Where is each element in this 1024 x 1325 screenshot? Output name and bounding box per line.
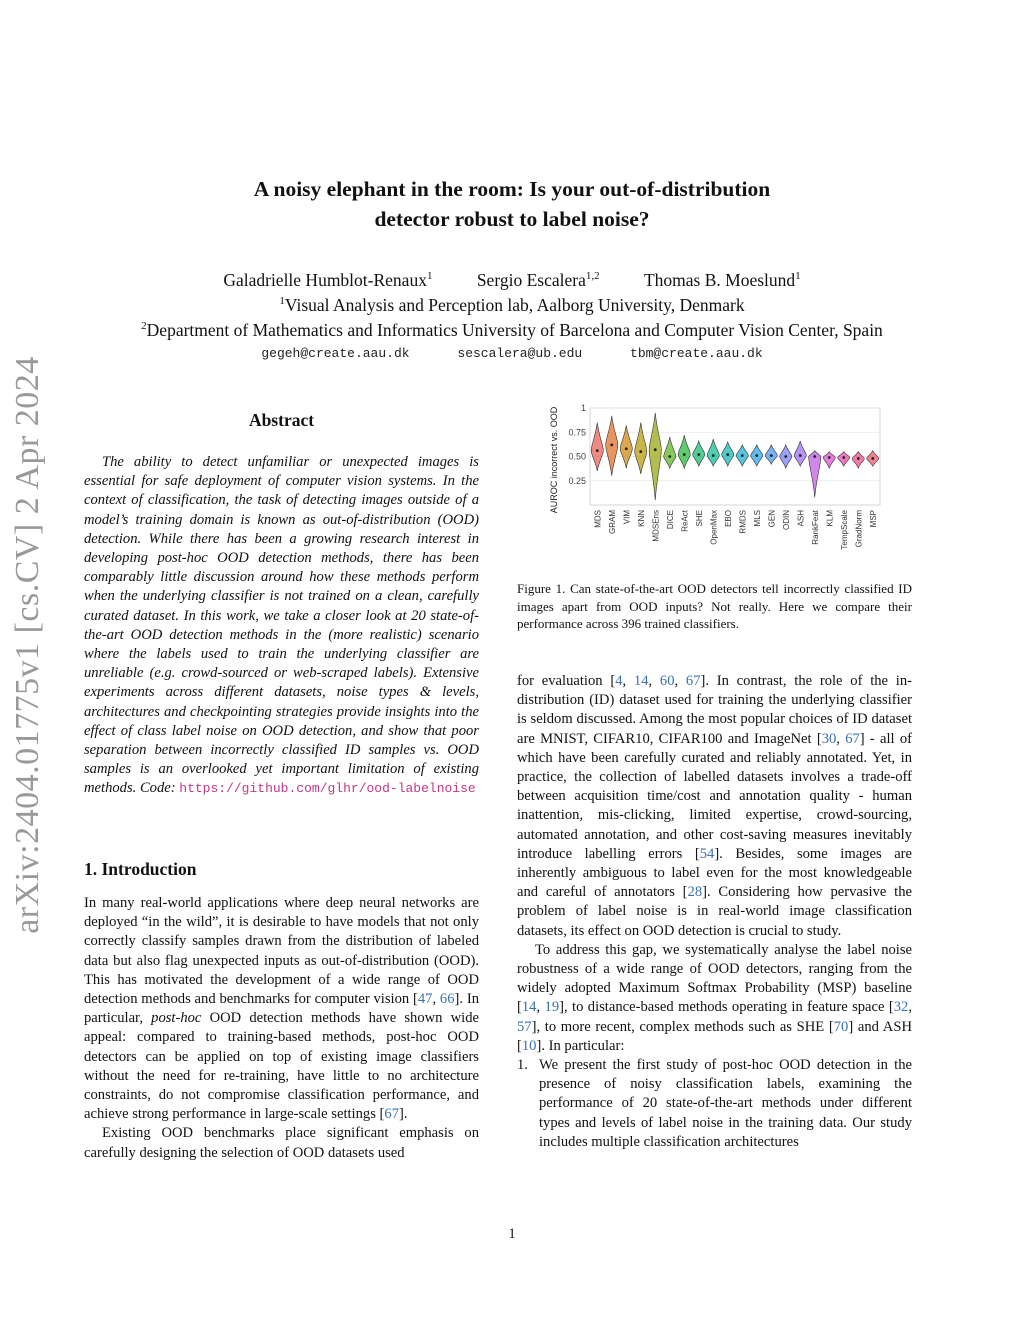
paper-title: A noisy elephant in the room: Is your out-of-distribution detector robust to label noise? (253, 177, 771, 231)
email[interactable]: tbm@create.aau.dk (630, 346, 763, 361)
abstract-heading: Abstract (248, 410, 315, 430)
x-tick-label: GradNorm (854, 510, 864, 548)
section-heading: 1. Introduction (84, 859, 197, 879)
author: Thomas B. Moeslund$^1$ (643, 270, 801, 290)
citation-link[interactable]: 66 (439, 991, 455, 1008)
citation-link[interactable]: 60 (659, 673, 675, 689)
x-tick-label: SHE (694, 510, 704, 527)
citation-link[interactable]: 19 (544, 999, 560, 1016)
median-point (871, 457, 874, 460)
arxiv-identifier: arXiv:2404.01775v1 [cs.CV] 2 Apr 2024 (9, 356, 46, 934)
median-point (610, 443, 613, 446)
x-tick-label: ODIN (781, 510, 791, 530)
violin-chart (545, 400, 885, 570)
median-point (668, 455, 671, 458)
median-point (755, 454, 758, 457)
affiliation: $^1$Visual Analysis and Perception lab, Aalborg University, Denmark (279, 295, 745, 315)
page-number: 1 (508, 1226, 516, 1242)
affiliation: $^2$Department of Mathematics and Informatics University of Barcelona and Computer Vision Center, Spain (141, 320, 883, 340)
x-tick-label: ASH (796, 510, 806, 527)
y-axis-label: AUROC incorrect vs. OOD (549, 406, 559, 514)
y-tick-label: 0.75 (568, 427, 586, 438)
median-point (842, 456, 845, 459)
x-tick-label: VIM (622, 510, 632, 525)
citation-link[interactable]: 14 (633, 673, 649, 689)
median-point (857, 457, 860, 460)
citation-link[interactable]: 67 (845, 730, 860, 747)
citation-link[interactable]: 28 (687, 884, 703, 901)
x-tick-label: EBO (723, 510, 733, 527)
x-tick-label: GRAM (607, 510, 617, 534)
median-point (654, 448, 657, 451)
median-point (712, 454, 715, 457)
citation-link[interactable]: 32 (893, 999, 909, 1016)
code-link[interactable]: https://github.com/glhr/ood-labelnoise (179, 781, 476, 797)
median-point (799, 454, 802, 457)
citation-link[interactable]: 54 (699, 845, 715, 862)
intro-body: In many real-world applications where deep neural networks are deployed “in the wild”, it is desirable to have models that not only correctly classify samples drawn from the distribution of labeled data but also flag unexpected inputs as out-of-distribution (OOD). This has motivated the development of a wide range of OOD detection methods and benchmarks for computer vision [47, 66]. In particular, post-hoc OOD detection methods have shown wide appeal: compared to training-based methods, post-hoc OOD detectors can be applied on top of existing image classifiers without the need for re-training, have little to no architecture constraints, do not compromise classification performance, and achieve strong performance in large-scale settings [67]. Existing OOD benchmarks place significant emphasis on carefully designing the selection of OOD datasets used (84, 895, 479, 1161)
x-tick-label: DICE (665, 510, 675, 530)
email[interactable]: gegeh@create.aau.dk (261, 346, 410, 361)
author: Sergio Escalera$^{1,2}$ (476, 270, 600, 290)
x-tick-label: RankFeat (810, 510, 820, 545)
median-point (784, 455, 787, 458)
email-list (0, 346, 1024, 361)
x-tick-label: KNN (636, 510, 646, 527)
median-point (625, 447, 628, 450)
citation-link[interactable]: 14 (521, 999, 537, 1016)
citation-link[interactable]: 30 (821, 730, 837, 747)
x-tick-label: MDSEns (651, 510, 661, 542)
median-point (596, 449, 599, 452)
citation-link[interactable]: 47 (417, 991, 433, 1008)
median-point (697, 453, 700, 456)
citation-link[interactable]: 57 (517, 1018, 532, 1035)
abstract-body: The ability to detect unfamiliar or unexpected images is essential for safe deployment of computer vision systems. In the context of classification, the task of detecting images outside of a model’s training domain is known as out-of-distribution (OOD) detection. While there has been a growing research interest in developing post-hoc OOD detection methods, there has been comparably little discussion around how these methods perform when the underlying classifier is not trained on a clean, carefully curated dataset. In this work, we take a closer look at 20 state-of-the-art OOD detection methods in the (more realistic) scenario where the labels used to train the underlying classifier are unreliable (e.g. crowd-sourced or web-scraped labels). Extensive experiments across different datasets, noise types & levels, architectures and checkpointing strategies provide insights into the effect of class label noise on OOD detection, and show that poor separation between incorrectly classified ID samples vs. OOD samples is an overlooked yet important limitation of existing methods. Code: https://github.com/glhr/ood-labelnoise (84, 454, 479, 797)
right-column-body: for evaluation [4, 14, 60, 67]. In contrast, the role of the in-distribution (ID) dataset used for training the underlying classifier is seldom discussed. Among the most popular choices of ID dataset are MNIST, CIFAR10, CIFAR100 and ImageNet [30, 67] - all of which have been carefully curated and reliably annotated. Yet, in practice, the collection of labelled datasets involves a trade-off between acquisition time/cost and annotation quality - human inattention, mis-clicking, limited expertise, crowd-sourcing, automated annotation, and other cost-saving measures inevitably introduce labelling errors [54]. Besides, some images are inherently ambiguous to label even for the most knowledgeable and careful of annotators [28]. Considering how pervasive the problem of label noise is in real-world image classification datasets, its effect on OOD detection is crucial to study. To address this gap, we systematically analyse the label noise robustness of a wide range of OOD detectors, ranging from the widely adopted Maximum Softmax Probability (MSP) baseline [14, 19], to distance-based methods operating in feature space [32, 57], to more recent, complex methods such as SHE [70] and ASH [10]. In particular: 1. We present the first study of post-hoc OOD detection in the presence of noisy classification labels, examining the performance of 20 state-of-the-art methods under different types and levels of label noise in the training data. Our study includes multiple classification architectures (517, 672, 912, 1152)
citation-link[interactable]: 4 (615, 673, 623, 689)
x-tick-label: MLS (752, 510, 762, 527)
x-tick-label: TempScale (839, 510, 849, 550)
median-point (683, 453, 686, 456)
figure-caption: Figure 1. Can state-of-the-art OOD detectors tell incorrectly classified ID images apart from OOD inputs? Not really. Here we compare their performance across 396 trained classifiers. (517, 581, 912, 631)
x-tick-label: OpenMax (709, 510, 719, 545)
median-point (726, 453, 729, 456)
y-tick-label: 0.25 (568, 475, 586, 486)
x-tick-label: ReAct (680, 510, 690, 532)
median-point (828, 456, 831, 459)
median-point (770, 454, 773, 457)
citation-link[interactable]: 67 (685, 673, 701, 689)
citation-link[interactable]: 10 (521, 1037, 537, 1054)
citation-link[interactable]: 67 (384, 1106, 399, 1123)
x-tick-label: KLM (825, 510, 835, 527)
median-point (813, 455, 816, 458)
author: Galadrielle Humblot-Renaux$^1$ (223, 270, 433, 290)
contribution-item: 1. We present the first study of post-hoc OOD detection in the presence of noisy classification labels, examining the performance of 20 state-of-the-art methods under different types and levels of label noise in the training data. Our study includes multiple classification architectures (517, 1057, 912, 1150)
x-tick-label: GEN (767, 510, 777, 528)
y-tick-label: 1 (580, 403, 586, 413)
author-list (0, 268, 1024, 292)
y-tick-label: 0.50 (568, 451, 586, 462)
x-tick-label: MDS (593, 510, 603, 528)
citation-link[interactable]: 70 (833, 1018, 849, 1035)
x-tick-label: MSP (868, 510, 878, 528)
x-tick-label: RMDS (738, 510, 748, 534)
median-point (741, 454, 744, 457)
email[interactable]: sescalera@ub.edu (457, 346, 583, 361)
median-point (639, 450, 642, 453)
